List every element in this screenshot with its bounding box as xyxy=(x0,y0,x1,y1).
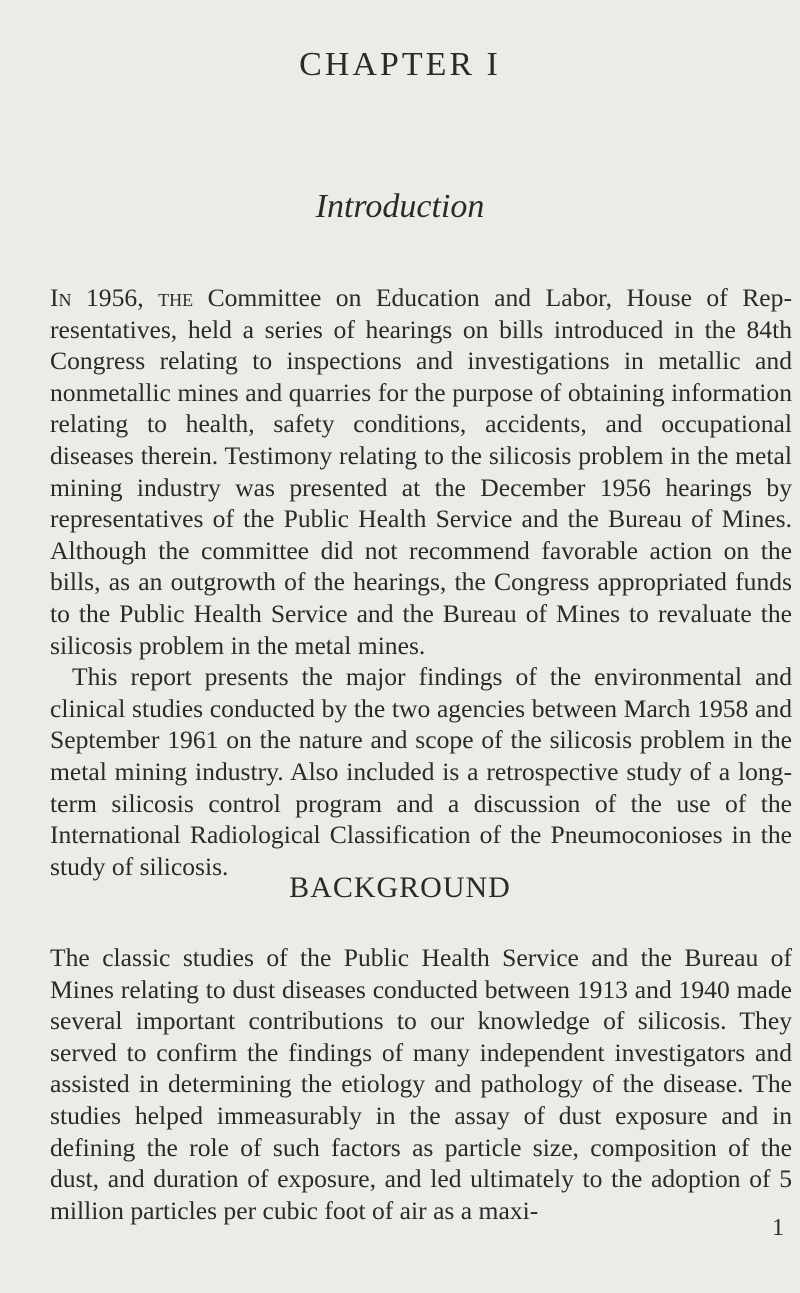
background-heading: BACKGROUND xyxy=(289,871,511,904)
background-section xyxy=(50,942,792,1226)
background-paragraph-1: The classic studies of the Public Health Service and the Bureau of Mines relating to dust diseases conducted between 1913 and 1940 made several important contributions to our knowledge of silicosis. They served to confirm the findings of many independent investigators and assisted in determining the etiology and pathology of the disease. The studies helped immeasurably in the assay of dust exposure and in defining the role of such factors as particle size, composition of the dust, and duration of exposure, and led ultimately to the adoption of 5 million particles per cubic foot of air as a maxi- xyxy=(50,943,792,1225)
page-number: 1 xyxy=(772,1215,784,1241)
intro-lead-in: In 1956, the xyxy=(50,283,194,312)
intro-paragraph-1-text: Committee on Education and Labor, House of Representatives, held a series of hearings on bills introduced in the 84th Congress relating to inspections and investigations in metallic and nonmetallic mines and quarries for the purpose of obtaining information relating to health, safety conditions, accidents, and occupational diseases therein. Testimony relating to the silicosis problem in the metal mining industry was presented at the December 1956 hearings by representatives of the Public Health Service and the Bureau of Mines. Although the committee did not recommend favorable action on the bills, as an outgrowth of the hearings, the Congress appropriated funds to the Public Health Service and the Bureau of Mines to revaluate the silicosis problem in the metal mines. xyxy=(50,283,792,660)
chapter-heading: CHAPTER I xyxy=(299,46,501,83)
chapter-title: Introduction xyxy=(315,188,485,225)
introduction-section xyxy=(50,282,792,882)
intro-paragraph-2: This report presents the major findings of the environmental and clinical studies conducted by the two agencies between March 1958 and September 1961 on the nature and scope of the silicosis problem in the metal mining industry. Also included is a retrospective study of a long-term silicosis control program and a discussion of the use of the International Radiological Classification of the Pneumoconioses in the study of silicosis. xyxy=(50,662,792,881)
intro-paragraph-1 xyxy=(50,282,792,661)
